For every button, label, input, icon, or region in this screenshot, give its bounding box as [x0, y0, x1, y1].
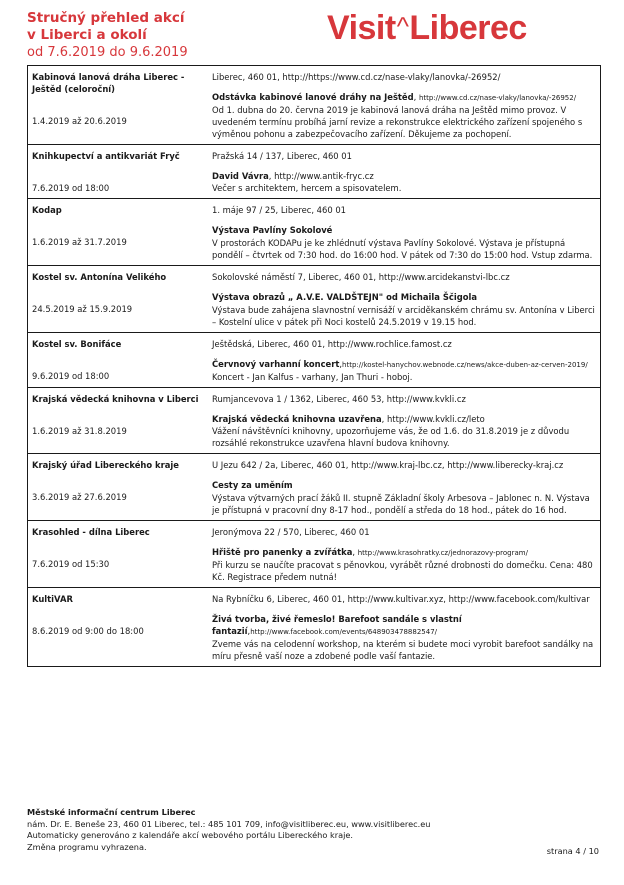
event-details-column — [212, 526, 596, 583]
event-venue: KultiVAR — [32, 594, 73, 604]
event-date: 3.6.2019 až 27.6.2019 — [32, 492, 127, 502]
event-details-column — [212, 593, 596, 662]
document-title-line-2: v Liberci a okolí — [27, 27, 147, 43]
event-venue: Knihkupectví a antikvariát Fryč — [32, 151, 180, 161]
event-title-line — [212, 224, 596, 237]
event-date: 7.6.2019 od 15:30 — [32, 559, 110, 569]
logo-text-liberec: Liberec — [409, 9, 527, 47]
event-address: U Jezu 642 / 2a, Liberec, 460 01, http://www.kraj-lbc.cz, http://www.liberecky-kraj.cz — [212, 460, 564, 470]
event-title-separator: , — [268, 171, 275, 181]
event-description: Zveme vás na celodenní workshop, na kterém si budete moci vyrobit barefoot sandálky na míru přesně vaší noze a zdobené podle vaší fantazie. — [212, 639, 594, 661]
event-venue: Krajská vědecká knihovna v Liberci — [32, 394, 199, 404]
event-title: Živá tvorba, živé řemeslo! Barefoot sandále s vlastní fantazií — [212, 614, 462, 636]
event-description: Od 1. dubna do 20. června 2019 je kabinová lanová dráha na Ještěd mimo provoz. V uvedeném termínu probíhá jarní revize a rekonstrukce elektrického zařízení spojeného s výměnou pohonu a zabezpečovacího zařízení. Děkujeme za pochopení. — [212, 105, 583, 139]
footer — [27, 807, 599, 853]
event-title-line — [212, 413, 596, 425]
event-row — [28, 266, 600, 333]
event-date: 7.6.2019 od 18:00 — [32, 183, 110, 193]
event-date: 1.6.2019 až 31.7.2019 — [32, 237, 127, 247]
event-address: Sokolovské náměstí 7, Liberec, 460 01, http://www.arcidekanstvi-lbc.cz — [212, 272, 510, 282]
event-description: Koncert - Jan Kalfus - varhany, Jan Thuri - hoboj. — [212, 372, 413, 382]
event-details-column — [212, 204, 596, 261]
document-title-line-1: Stručný přehled akcí — [27, 10, 185, 26]
event-address: Jeronýmova 22 / 570, Liberec, 460 01 — [212, 527, 370, 537]
event-date: 1.4.2019 až 20.6.2019 — [32, 116, 127, 126]
event-title-line — [212, 291, 596, 304]
event-link[interactable]: http://kostel-hanychov.webnode.cz/news/akce-duben-az-cerven-2019/ — [342, 361, 588, 369]
event-venue-column — [28, 71, 212, 140]
event-venue-column — [28, 338, 212, 383]
event-details-column — [212, 459, 596, 516]
event-description: V prostorách KODAPu je ke zhlédnutí výstava Pavlíny Sokolové. Výstava je přístupná pondělí – čtvrtek od 7:30 hod. do 16:00 hod. V pátek od 7:30 do 15:00 hod. Vstup zdarma. — [212, 238, 593, 260]
event-row — [28, 521, 600, 588]
event-address: Liberec, 460 01, http://https://www.cd.cz/nase-vlaky/lanovka/-26952/ — [212, 72, 501, 82]
footer-generated-note: Automaticky generováno z kalendáře akcí webového portálu Libereckého kraje. — [27, 830, 354, 840]
event-row — [28, 454, 600, 521]
event-venue-column — [28, 204, 212, 261]
event-title-separator: , — [247, 626, 251, 636]
event-row — [28, 145, 600, 199]
date-range: od 7.6.2019 do 9.6.2019 — [27, 45, 188, 60]
event-title: Výstava Pavlíny Sokolové — [212, 225, 333, 235]
event-details-column — [212, 393, 596, 449]
event-description: Výstava výtvarných prací žáků II. stupně Základní školy Arbesova – Jablonec n. N. Výstava je přístupná v pracovní dny 8-17 hod., pondělí a středa do 18 hod., pátek do 16 hod. — [212, 493, 590, 515]
event-address: Ještědská, Liberec, 460 01, http://www.rochlice.famost.cz — [212, 339, 452, 349]
event-title-line — [212, 91, 596, 104]
event-date: 8.6.2019 od 9:00 do 18:00 — [32, 626, 144, 636]
event-venue-column — [28, 393, 212, 449]
event-title-line — [212, 170, 596, 182]
event-description: Vážení návštěvníci knihovny, upozorňujeme vás, že od 1.6. do 31.8.2019 je z důvodu rozsáhlé rekonstrukce uzavřena hlavní budova knihovny. — [212, 426, 570, 448]
event-description: Výstava bude zahájena slavnostní vernisáží v arciděkanském chrámu sv. Antonína v Liberci – Kostelní ulice v pátek při Noci kostelů 24.5.2019 v 19.15 hod. — [212, 305, 595, 327]
event-address: 1. máje 97 / 25, Liberec, 460 01 — [212, 205, 346, 215]
event-address: Rumjancevova 1 / 1362, Liberec, 460 53, http://www.kvkli.cz — [212, 394, 466, 404]
event-link[interactable]: http://www.cd.cz/nase-vlaky/lanovka/-26952/ — [418, 94, 577, 102]
visit-liberec-logo — [327, 4, 599, 52]
event-title-line — [212, 613, 596, 638]
event-title: Výstava obrazů „ A.V.E. VALDŠTEJN" od Michaila Ščigola — [212, 292, 477, 302]
event-date: 24.5.2019 až 15.9.2019 — [32, 304, 133, 314]
event-link[interactable]: http://www.kvkli.cz/leto — [387, 414, 485, 424]
event-venue-column — [28, 150, 212, 194]
footer-disclaimer: Změna programu vyhrazena. — [27, 841, 147, 852]
event-date: 9.6.2019 od 18:00 — [32, 371, 110, 381]
event-title: Odstávka kabinové lanové dráhy na Ještěd — [212, 92, 414, 102]
event-details-column — [212, 338, 596, 383]
events-table — [27, 65, 601, 667]
event-venue: Kodap — [32, 205, 62, 215]
event-title-line — [212, 479, 596, 492]
event-row — [28, 588, 600, 667]
event-date: 1.6.2019 až 31.8.2019 — [32, 426, 127, 436]
event-title: Krajská vědecká knihovna uzavřena — [212, 414, 382, 424]
event-venue: Krasohled - dílna Liberec — [32, 527, 150, 537]
event-details-column — [212, 71, 596, 140]
event-row — [28, 66, 600, 145]
event-title-line — [212, 358, 596, 371]
footer-contact: nám. Dr. E. Beneše 23, 460 01 Liberec, tel.: 485 101 709, info@visitliberec.eu, www.visitliberec.eu — [27, 818, 431, 829]
page-number: strana 4 / 10 — [546, 846, 599, 856]
event-details-column — [212, 271, 596, 328]
event-venue: Kabinová lanová dráha Liberec - Ještěd (celoroční) — [32, 72, 185, 94]
event-venue: Kostel sv. Antonína Velikého — [32, 272, 167, 282]
footer-organization: Městské informační centrum Liberec — [27, 807, 196, 817]
event-row — [28, 333, 600, 388]
event-title-separator: , — [381, 414, 387, 424]
event-title: Cesty za uměním — [212, 480, 293, 490]
event-venue-column — [28, 459, 212, 516]
event-link[interactable]: http://www.facebook.com/events/648903478882547/ — [250, 628, 438, 636]
event-row — [28, 199, 600, 266]
logo-text-visit: Visit — [327, 9, 396, 47]
event-address: Na Rybníčku 6, Liberec, 460 01, http://www.kultivar.xyz, http://www.facebook.com/kultivar — [212, 594, 590, 604]
event-title: David Vávra — [212, 171, 269, 181]
event-venue-column — [28, 526, 212, 583]
event-venue-column — [28, 271, 212, 328]
event-venue: Krajský úřad Libereckého kraje — [32, 460, 179, 470]
event-venue-column — [28, 593, 212, 662]
event-title-line — [212, 546, 596, 559]
logo-caret: ^ — [396, 11, 409, 41]
event-link[interactable]: http://www.antik-fryc.cz — [274, 171, 374, 181]
document-title — [27, 10, 257, 44]
event-row — [28, 388, 600, 454]
event-link[interactable]: http://www.krasohratky.cz/jednorazovy-program/ — [357, 549, 528, 557]
event-details-column — [212, 150, 596, 194]
event-title-separator: , — [339, 359, 343, 369]
event-title-separator: , — [413, 92, 419, 102]
event-description: Při kurzu se naučíte pracovat s pěnovkou, vyrábět různé drobnosti do domečku. Cena: 480 Kč. Registrace předem nutná! — [212, 560, 593, 582]
event-venue: Kostel sv. Bonifáce — [32, 339, 122, 349]
event-address: Pražská 14 / 137, Liberec, 460 01 — [212, 151, 352, 161]
event-title: Červnový varhanní koncert — [212, 359, 340, 369]
event-title-separator: , — [352, 547, 358, 557]
event-title: Hřiště pro panenky a zvířátka — [212, 547, 353, 557]
event-description: Večer s architektem, hercem a spisovatelem. — [212, 183, 402, 193]
